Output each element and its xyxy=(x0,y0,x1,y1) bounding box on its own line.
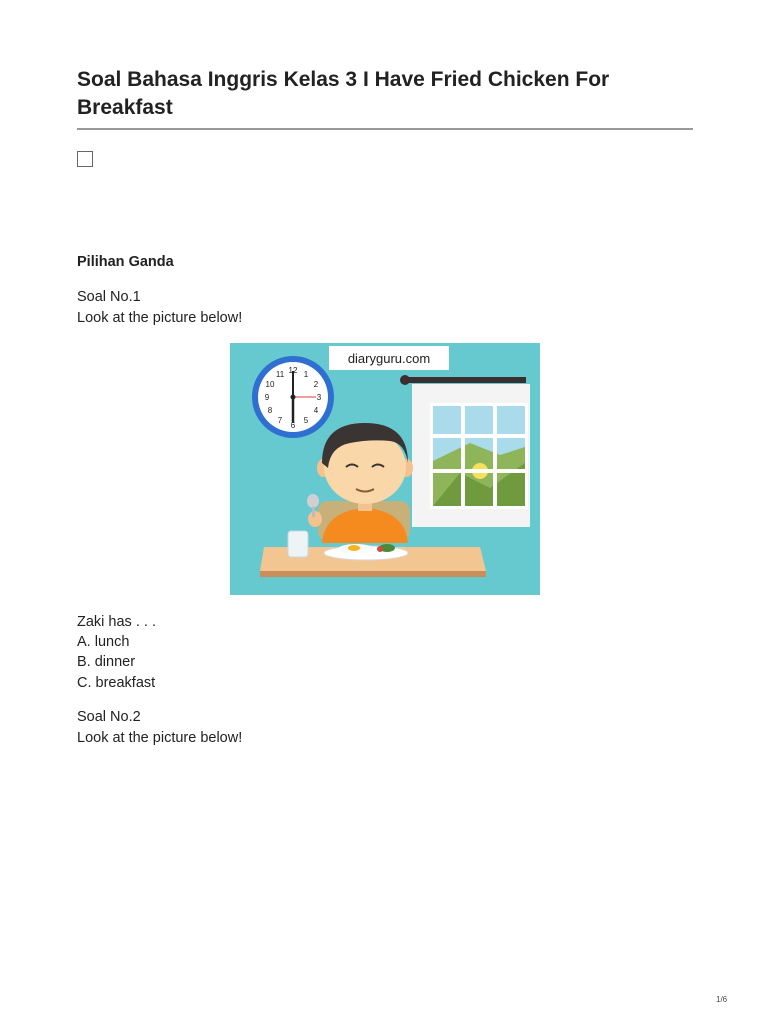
question-1-prompt: Zaki has . . . xyxy=(77,614,156,630)
page-title: Soal Bahasa Inggris Kelas 3 I Have Fried Chicken For Breakfast xyxy=(77,68,610,119)
question-1-option-a: A. lunch xyxy=(77,634,130,650)
svg-text:3: 3 xyxy=(316,393,322,402)
question-1-number: Soal No.1 xyxy=(77,289,141,305)
svg-text:10: 10 xyxy=(265,380,275,389)
page-number: 1/6 xyxy=(716,995,728,1004)
svg-text:7: 7 xyxy=(277,416,283,425)
title-divider xyxy=(77,128,693,130)
section-heading: Pilihan Ganda xyxy=(77,254,174,270)
wall-clock-icon xyxy=(252,356,334,438)
question-1-instruction: Look at the picture below! xyxy=(77,310,243,326)
image-placeholder-icon xyxy=(77,151,93,167)
watermark-text: diaryguru.com xyxy=(347,351,431,366)
question-2-instruction: Look at the picture below! xyxy=(77,730,243,746)
window-icon xyxy=(412,384,530,527)
question-1-option-b: B. dinner xyxy=(77,654,136,670)
svg-text:9: 9 xyxy=(264,393,270,402)
question-1-option-c: C. breakfast xyxy=(77,675,156,691)
question-2-number: Soal No.2 xyxy=(77,709,141,725)
svg-text:11: 11 xyxy=(275,370,285,379)
svg-text:12: 12 xyxy=(288,366,298,375)
svg-text:6: 6 xyxy=(290,421,296,430)
breakfast-illustration xyxy=(230,343,540,595)
svg-text:2: 2 xyxy=(313,380,319,389)
svg-text:1: 1 xyxy=(303,370,309,379)
svg-text:4: 4 xyxy=(313,406,319,415)
svg-text:5: 5 xyxy=(303,416,309,425)
svg-text:8: 8 xyxy=(267,406,273,415)
